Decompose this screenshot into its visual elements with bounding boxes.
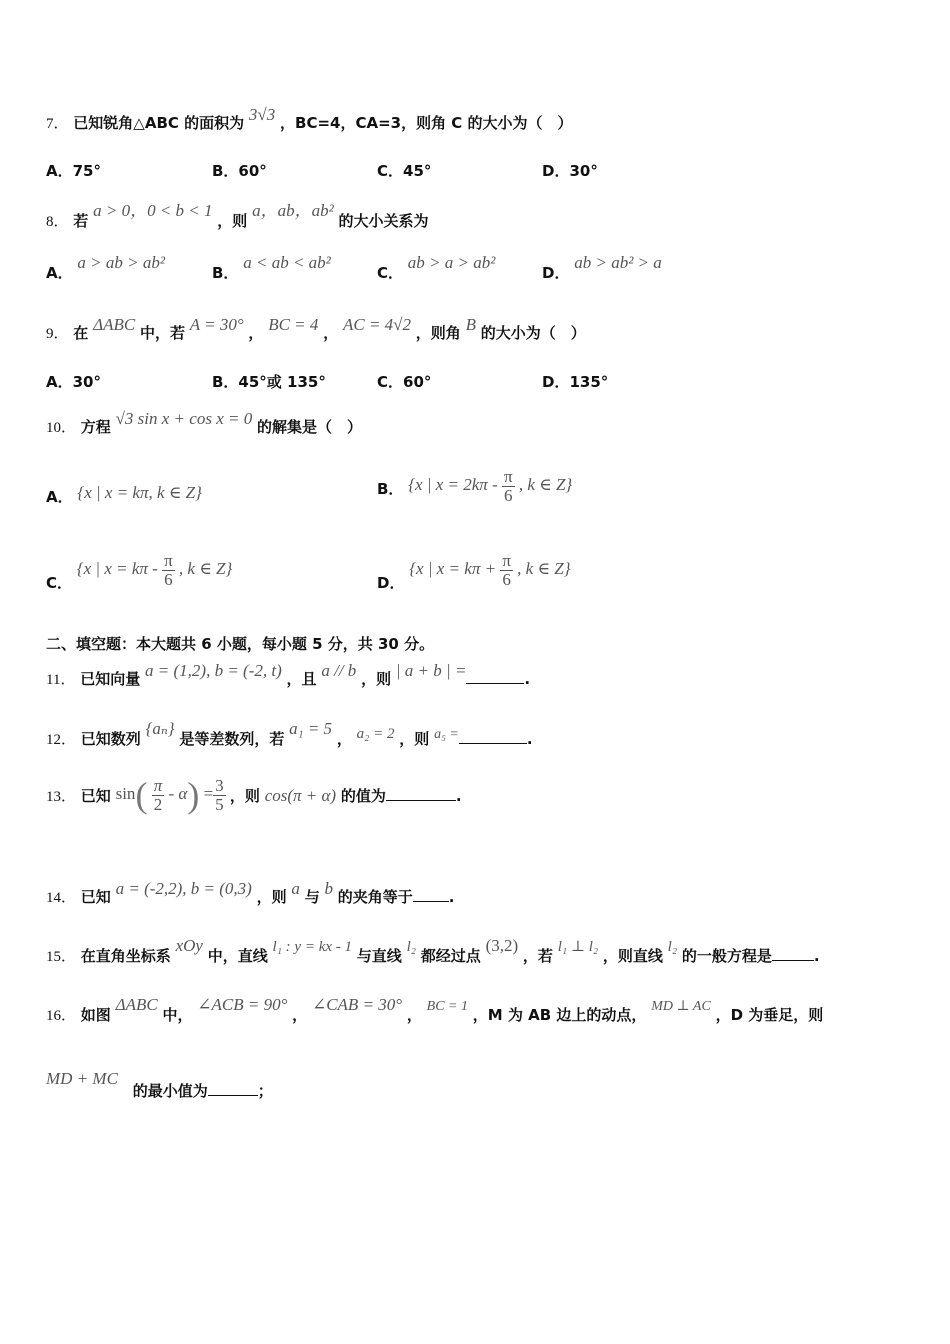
option-d: D．135° (542, 373, 609, 391)
question-text: 已知 (80, 888, 111, 906)
question-text: 与 (304, 888, 320, 906)
math-expression: l₂ (667, 939, 678, 955)
fraction-numerator: 3 (215, 775, 224, 795)
set-prefix: {x | x = kπ + (409, 559, 497, 579)
math-expression: a // b (321, 661, 357, 680)
question-text: 中，若 (139, 324, 185, 342)
math-expression (76, 551, 233, 589)
fraction-numerator: π (153, 775, 163, 795)
option-label: D． (377, 574, 405, 593)
option-c: C．45° (377, 162, 432, 180)
math-expression: a > ab > ab² (77, 253, 165, 272)
math-expression: {aₙ} (145, 719, 175, 738)
question-text: 已知锐角△ABC 的面积为 (73, 114, 245, 132)
question-text: ，若 (522, 947, 553, 965)
question-text: ，D 为垂足，则 (715, 1006, 824, 1024)
math-expression: l₂ (406, 939, 416, 955)
question-text: ，BC=4，CA=3，则角 C 的大小为（ ） (280, 114, 573, 132)
math-expression: BC = 4 (268, 315, 319, 334)
question-text: ，则角 (415, 324, 461, 342)
math-expression: √3 sin x + cos x = 0 (115, 409, 253, 428)
math-expression: a，ab，ab² (252, 201, 334, 220)
question-text: . (448, 888, 455, 906)
question-text: 是等差数列，若 (179, 730, 285, 748)
question-text: 都经过点 (420, 947, 481, 965)
question-number: 15． (46, 949, 77, 965)
option-label: D． (542, 264, 570, 282)
question-16-continued (46, 1069, 273, 1101)
option-c (377, 253, 496, 283)
answer-blank (459, 729, 527, 744)
section-heading: 二、填空题：本大题共 6 小题，每小题 5 分，共 30 分。 (46, 635, 435, 653)
set-prefix: {x | x = 2kπ - (408, 475, 498, 495)
question-text: 中， (162, 1006, 193, 1024)
question-text: 的大小为（ ） (480, 324, 586, 342)
option-label: C． (46, 574, 73, 593)
option-d: D．30° (542, 162, 598, 180)
fraction-numerator: π (503, 467, 513, 486)
math-expression: AC = 4√2 (342, 315, 412, 334)
question-text: ，则 (229, 786, 260, 805)
minus-alpha: - α (168, 783, 188, 803)
fraction (162, 552, 175, 589)
question-number: 9． (46, 326, 69, 342)
math-expression: a > 0，0 < b < 1 (93, 201, 213, 220)
question-text: ，则 (361, 670, 392, 688)
math-expression: MD ⊥ AC (651, 999, 711, 1014)
question-9: 9． 在 ΔABC 中，若 A = 30° ， BC = 4 ， AC = 4√2 ，则角 B 的大小为（ ） (46, 315, 586, 342)
option-label: A． (46, 488, 73, 506)
math-expression: cos(π + α) (264, 785, 337, 805)
set-prefix: {x | x = kπ - (76, 559, 158, 579)
question-number: 7． (46, 116, 69, 132)
question-text: 已知向量 (80, 670, 141, 688)
math-expression: l₁ : y = kx - 1 (272, 939, 353, 955)
math-expression: xOy (175, 936, 203, 955)
fraction-numerator: π (502, 551, 511, 570)
math-expression: b (324, 879, 333, 898)
question-text: 的一般方程是 (681, 947, 772, 965)
question-text: . (526, 730, 533, 748)
right-paren: ) (187, 775, 200, 815)
question-15 (46, 936, 820, 966)
math-expression (408, 467, 573, 505)
math-expression: ab > ab² > a (574, 253, 662, 272)
option-d (377, 551, 571, 593)
question-text: ，则 (217, 212, 248, 230)
question-text: ，则 (256, 888, 287, 906)
fraction-denominator: 6 (164, 570, 173, 589)
fraction (502, 468, 515, 505)
question-10 (46, 409, 363, 437)
option-a: A．30° (46, 373, 101, 391)
fraction-denominator: 6 (504, 486, 513, 505)
math-expression (409, 551, 571, 589)
left-paren: ( (135, 775, 148, 815)
question-text: 如图 (80, 1006, 111, 1024)
question-text: 方程 (80, 418, 111, 436)
math-expression: MD + MC (46, 1069, 118, 1088)
option-b (377, 468, 572, 505)
math-expression: ΔABC (115, 995, 158, 1014)
question-text: 中，直线 (207, 947, 268, 965)
sin-function: sin (115, 783, 136, 803)
math-expression: | a + b | = (395, 661, 467, 680)
question-11 (46, 661, 531, 689)
question-text: 与直线 (356, 947, 402, 965)
fraction-denominator: 5 (215, 794, 224, 814)
answer-blank (772, 946, 814, 961)
fraction-denominator: 6 (502, 570, 511, 589)
option-b: B．45°或 135° (212, 373, 326, 391)
option-label: B． (212, 264, 239, 282)
question-13 (46, 776, 462, 818)
set-suffix: , k ∈ Z} (518, 475, 573, 495)
math-expression: A = 30° (189, 315, 244, 334)
question-7 (46, 105, 573, 133)
math-expression: a₂ = 2 (356, 726, 395, 742)
option-c: C．60° (377, 373, 432, 391)
math-expression: a < ab < ab² (243, 253, 331, 272)
equals-sign: = (203, 783, 214, 803)
option-label: A． (46, 264, 73, 282)
math-expression: ab > a > ab² (407, 253, 496, 272)
question-number: 8． (46, 214, 69, 230)
question-number: 12． (46, 732, 77, 748)
answer-blank (466, 669, 524, 684)
option-a: A．75° (46, 162, 101, 180)
math-expression: {x | x = kπ, k ∈ Z} (77, 483, 202, 502)
question-16: 16． 如图 ΔABC 中， ∠ACB = 90° ， ∠CAB = 30° ， BC = 1 ，M 为 AB 边上的动点， MD ⊥ AC ，D 为垂足，则 (46, 995, 824, 1024)
question-text: 在 (73, 324, 89, 342)
question-text: ，M 为 AB 边上的动点， (472, 1006, 647, 1024)
math-expression: ∠ACB = 90° (197, 995, 288, 1014)
answer-blank (413, 887, 449, 902)
question-text: . (524, 670, 531, 688)
question-text: ，且 (286, 670, 317, 688)
option-a (46, 253, 165, 283)
answer-blank (386, 786, 456, 801)
question-number: 14． (46, 890, 77, 906)
option-b: B．60° (212, 162, 267, 180)
math-expression: ΔABC (93, 315, 136, 334)
option-d (542, 253, 662, 283)
fraction (213, 777, 226, 814)
math-expression: BC = 1 (426, 999, 469, 1014)
math-expression: a₁ = 5 (289, 719, 333, 738)
question-text: ； (257, 1082, 273, 1100)
question-8 (46, 201, 429, 231)
option-c (46, 551, 233, 593)
question-number: 10． (46, 420, 77, 436)
question-text: 在直角坐标系 (80, 947, 171, 965)
question-text: 的解集是（ ） (257, 418, 363, 436)
option-label: C． (377, 264, 404, 282)
fraction-denominator: 2 (153, 794, 163, 814)
option-a (46, 483, 202, 507)
fraction-numerator: π (164, 551, 173, 570)
question-text: 的大小关系为 (338, 212, 429, 230)
question-text: 的值为 (340, 786, 386, 805)
set-suffix: , k ∈ Z} (517, 559, 571, 579)
question-text: ，则 (399, 730, 430, 748)
math-expression: l₁ ⊥ l₂ (557, 939, 599, 955)
question-text: 的最小值为 (132, 1082, 208, 1100)
question-12: 12． 已知数列 {aₙ} 是等差数列，若 a₁ = 5 ， a₂ = 2 ，则 a₅ = . (46, 719, 533, 748)
option-label: B． (377, 480, 404, 499)
math-expression: a (291, 879, 300, 898)
question-text: 若 (73, 212, 89, 230)
math-expression: B (465, 315, 476, 334)
question-text: 已知数列 (80, 730, 141, 748)
math-expression (115, 775, 230, 815)
fraction (500, 552, 513, 589)
question-number: 16． (46, 1008, 77, 1024)
math-expression: a₅ = (434, 727, 459, 742)
question-text: 已知 (80, 786, 111, 805)
question-text: . (455, 786, 462, 805)
set-suffix: , k ∈ Z} (178, 559, 233, 579)
math-expression: ∠CAB = 30° (311, 995, 403, 1014)
math-expression: a = (-2,2), b = (0,3) (115, 879, 252, 898)
math-expression: (3,2) (485, 936, 519, 955)
question-number: 13． (46, 788, 77, 805)
option-b (212, 253, 331, 283)
question-14 (46, 879, 455, 907)
question-text: ，则直线 (602, 947, 663, 965)
math-expression: 3√3 (248, 105, 276, 124)
answer-blank (208, 1081, 258, 1096)
math-expression: a = (1,2), b = (-2, t) (145, 661, 282, 680)
question-text: . (813, 947, 820, 965)
question-number: 11． (46, 672, 76, 688)
fraction (152, 777, 165, 814)
question-text: 的夹角等于 (337, 888, 413, 906)
